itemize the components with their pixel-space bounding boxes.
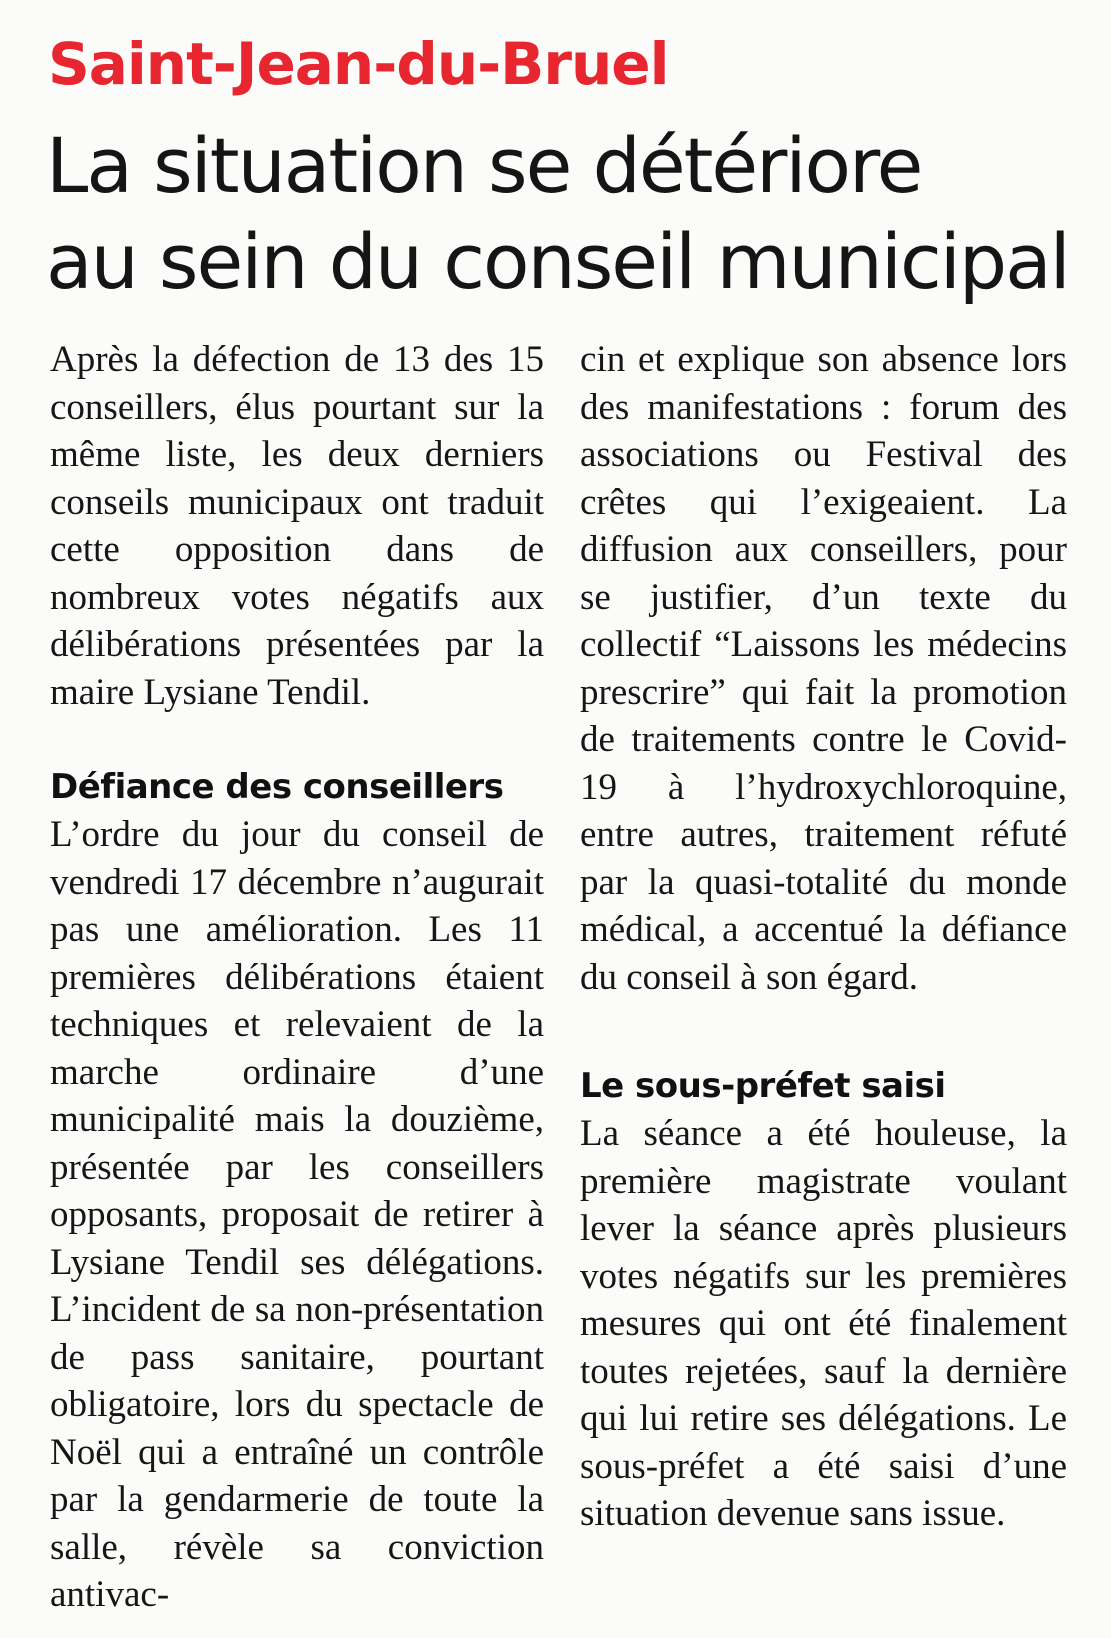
subhead-defiance: Défiance des conseillers: [50, 767, 504, 807]
article-column-right: [580, 336, 1067, 1538]
article-headline: [46, 118, 1096, 310]
defiance-paragraph-part-1: L’ordre du jour du conseil de vendredi 17 décembre n’augurait pas une amélioration. Les 11 premières délibérations étaient techniques et relevaient de la marche ordinaire d’une municipalité mais la douzième, présentée par les conseillers opposants, proposait de retirer à Lysiane Tendil ses délégations. L’incident de sa non-présentation de pass sanitaire, pourtant obligatoire, lors du spectacle de Noël qui a entraîné un contrôle par la gendarmerie de toute la salle, révèle sa conviction antivac-: [50, 814, 544, 1615]
article-kicker: Saint-Jean-du-Bruel: [48, 30, 669, 98]
sous-prefet-paragraph: La séance a été houleuse, la première magistrate voulant lever la séance après plusieurs votes négatifs sur les premières mesures qui ont été finalement toutes rejetées, sauf la dernière qui lui retire ses délégations. Le sous-préfet a été saisi d’une situation devenue sans issue.: [580, 1113, 1067, 1534]
article-column-left: [50, 336, 544, 1619]
subhead-sous-prefet: Le sous-préfet saisi: [580, 1066, 946, 1106]
headline-line-1: La situation se détériore: [46, 121, 922, 210]
defiance-paragraph-part-2: cin et explique son absence lors des manifestations : forum des associations ou Festival des crêtes qui l’exigeaient. La diffusion aux conseillers, pour se justifier, d’un texte du collectif “Laissons les médecins prescrire” qui fait la promotion de traitements contre le Covid-19 à l’hydroxychloroquine, entre autres, traitement réfuté par la quasi-totalité du monde médical, a accentué la défiance du conseil à son égard.: [580, 339, 1067, 998]
headline-line-2: au sein du conseil municipal: [46, 217, 1069, 306]
intro-paragraph: Après la défection de 13 des 15 conseillers, élus pourtant sur la même liste, les deux derniers conseils municipaux ont traduit cette opposition dans de nombreux votes négatifs aux délibérations présentées par la maire Lysiane Tendil.: [50, 339, 544, 713]
